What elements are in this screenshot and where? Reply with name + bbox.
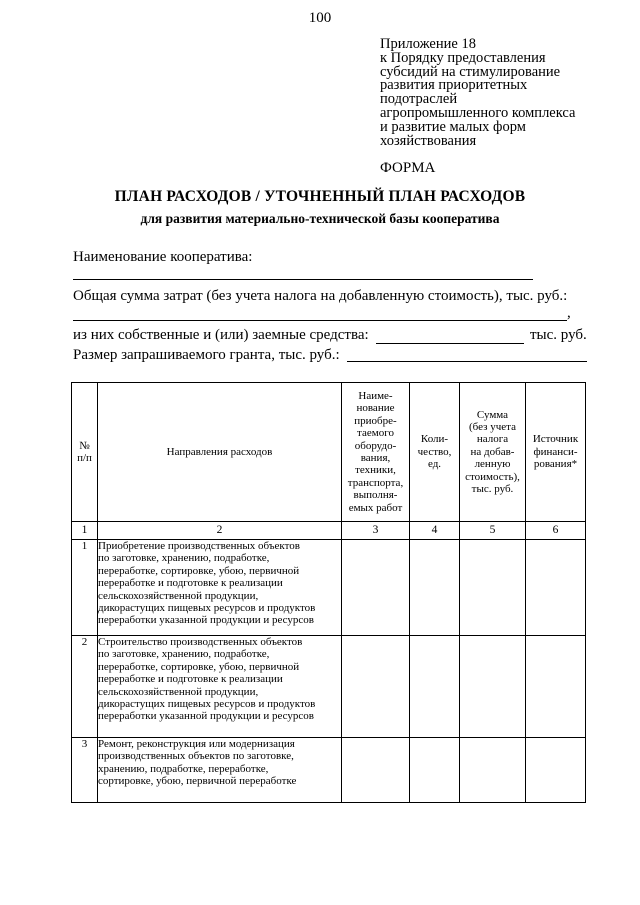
appendix-line: к Порядку предоставления [380, 49, 546, 66]
row-name-cell[interactable] [342, 540, 410, 636]
column-number: 6 [526, 522, 586, 540]
grant-size-line[interactable] [347, 361, 587, 362]
page-number: 100 [308, 10, 332, 26]
form-label: ФОРМА [380, 160, 436, 176]
col-header-quantity: Коли- чество, ед. [410, 383, 460, 522]
col-header-name: Наиме- нование приобре- таемого оборудо- вания, техники, транспорта, выполня- емых работ [342, 383, 410, 522]
total-cost-comma: , [567, 305, 571, 321]
row-source-cell[interactable] [526, 540, 586, 636]
row-quantity-cell[interactable] [410, 738, 460, 803]
appendix-line: подотраслей [380, 91, 458, 108]
total-cost-label: Общая сумма затрат (без учета налога на добавленную стоимость), тыс. руб.: [73, 288, 568, 304]
document-subtitle: для развития материально-технической базы кооператива [140, 211, 500, 226]
row-name-cell[interactable] [342, 636, 410, 738]
row-direction: Приобретение производственных объектов по заготовке, хранению, подработке, переработке, сортировке, убою, первичной переработке и подготовке к реализации сельскохозяйственной продукции, дикорастущих пищевых ресурсов и продуктов переработки указанной продукции и ресурсов [98, 540, 342, 636]
row-number: 2 [72, 636, 98, 738]
grant-size-label: Размер запрашиваемого гранта, тыс. руб.: [73, 347, 340, 363]
row-sum-cell[interactable] [460, 738, 526, 803]
row-sum-cell[interactable] [460, 636, 526, 738]
col-header-sum: Сумма (без учета налога на добав- ленную стоимость), тыс. руб. [460, 383, 526, 522]
document-title: ПЛАН РАСХОДОВ / УТОЧНЕННЫЙ ПЛАН РАСХОДОВ [114, 188, 526, 205]
own-funds-line[interactable] [376, 343, 524, 344]
own-funds-label: из них собственные и (или) заемные средства: [73, 327, 369, 343]
row-source-cell[interactable] [526, 636, 586, 738]
appendix-line: хозяйствования [380, 132, 477, 149]
row-number: 3 [72, 738, 98, 803]
appendix-line: субсидий на стимулирование [380, 63, 561, 80]
row-direction: Ремонт, реконструкция или модернизация производственных объектов по заготовке, хранению, подработке, переработке, сортировке, убою, первичной переработке [98, 738, 342, 803]
table-row [72, 636, 586, 738]
col-header-number: № п/п [72, 383, 98, 522]
row-sum-cell[interactable] [460, 540, 526, 636]
expense-plan-table [71, 382, 586, 803]
row-quantity-cell[interactable] [410, 540, 460, 636]
table-row [72, 738, 586, 803]
total-cost-line[interactable] [73, 320, 567, 321]
row-name-cell[interactable] [342, 738, 410, 803]
table-header-row [72, 383, 586, 522]
row-number: 1 [72, 540, 98, 636]
row-quantity-cell[interactable] [410, 636, 460, 738]
col-header-direction: Направления расходов [98, 383, 342, 522]
own-funds-unit: тыс. руб. [530, 327, 587, 343]
row-source-cell[interactable] [526, 738, 586, 803]
appendix-line: развития приоритетных [380, 77, 528, 94]
appendix-line: агропромышленного комплекса [380, 104, 576, 121]
column-number: 2 [98, 522, 342, 540]
cooperative-name-label: Наименование кооператива: [73, 249, 253, 265]
column-number: 1 [72, 522, 98, 540]
appendix-line: Приложение 18 [380, 36, 476, 52]
column-number: 5 [460, 522, 526, 540]
column-number: 3 [342, 522, 410, 540]
appendix-line: и развитие малых форм [380, 118, 526, 135]
column-number-row [72, 522, 586, 540]
cooperative-name-line[interactable] [73, 279, 533, 280]
row-direction: Строительство производственных объектов по заготовке, хранению, подработке, переработке, сортировке, убою, первичной переработке и подготовке к реализации сельскохозяйственной продукции, дикорастущих пищевых ресурсов и продуктов переработки указанной продукции и ресурсов [98, 636, 342, 738]
column-number: 4 [410, 522, 460, 540]
table-row [72, 540, 586, 636]
appendix-block [380, 38, 630, 148]
col-header-source: Источник финанси- рования* [526, 383, 586, 522]
